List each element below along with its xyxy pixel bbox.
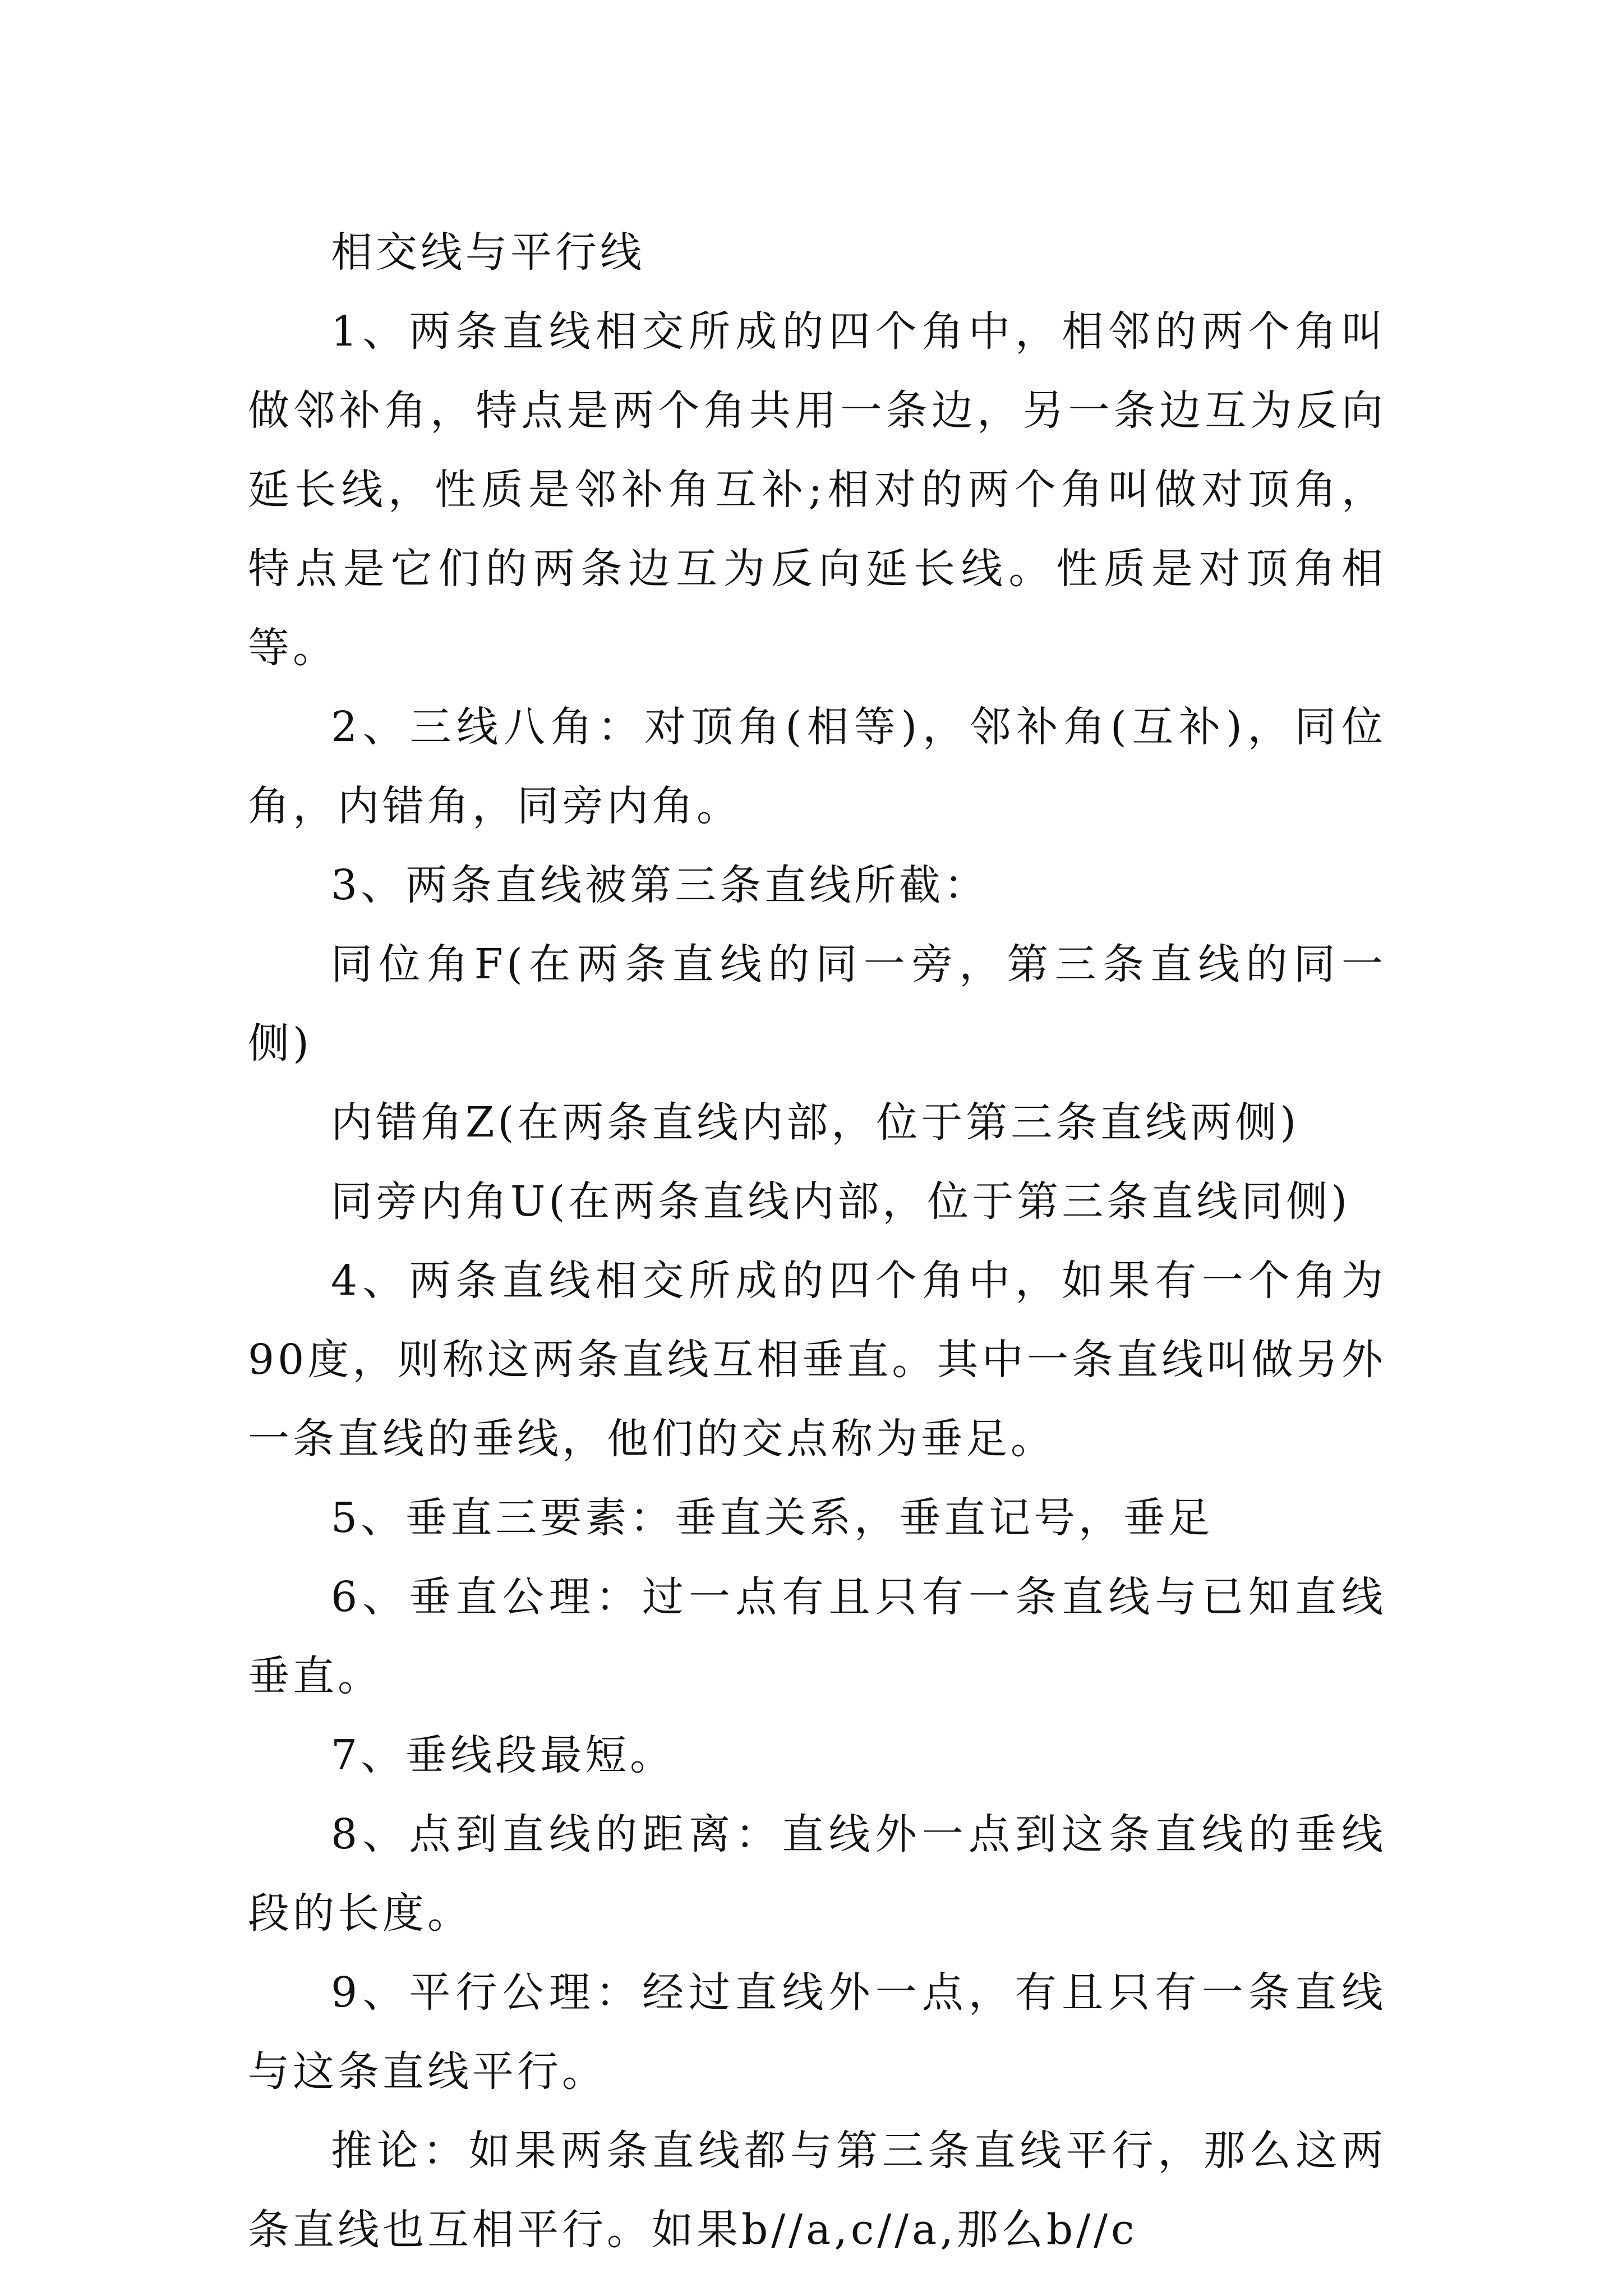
paragraph-5: 5、垂直三要素：垂直关系，垂直记号，垂足 xyxy=(331,1494,1214,1542)
paragraph-8: 8、点到直线的距离：直线外一点到这条直线的垂线段的长度。 xyxy=(248,1810,1386,1938)
paragraph-corollary: 推论：如果两条直线都与第三条直线平行，那么这两条直线也互相平行。如果b//a,c//a,那么b//c xyxy=(248,2127,1386,2254)
paragraph-4: 4、两条直线相交所成的四个角中，如果有一个角为90度，则称这两条直线互相垂直。其中一条直线叫做另外一条直线的垂线，他们的交点称为垂足。 xyxy=(248,1257,1386,1463)
paragraph-3-corresponding-angles: 同位角F(在两条直线的同一旁，第三条直线的同一侧) xyxy=(248,940,1386,1068)
paragraph-3: 3、两条直线被第三条直线所截： xyxy=(331,861,989,909)
paragraph-3-alternate-angles: 内错角Z(在两条直线内部，位于第三条直线两侧) xyxy=(331,1098,1300,1147)
paragraph-6: 6、垂直公理：过一点有且只有一条直线与已知直线垂直。 xyxy=(248,1573,1386,1700)
paragraph-7: 7、垂线段最短。 xyxy=(331,1731,675,1779)
document-title: 相交线与平行线 xyxy=(331,228,645,277)
document-body xyxy=(248,213,1386,2270)
paragraph-9: 9、平行公理：经过直线外一点，有且只有一条直线与这条直线平行。 xyxy=(248,1968,1386,2096)
paragraph-3-same-side-angles: 同旁内角U(在两条直线内部，位于第三条直线同侧) xyxy=(331,1177,1351,1226)
paragraph-2: 2、三线八角：对顶角(相等)，邻补角(互补)，同位角，内错角，同旁内角。 xyxy=(248,703,1386,830)
paragraph-1: 1、两条直线相交所成的四个角中，相邻的两个角叫做邻补角，特点是两个角共用一条边，另一条边互为反向延长线，性质是邻补角互补;相对的两个角叫做对顶角，特点是它们的两条边互为反向延长线。性质是对顶角相等。 xyxy=(248,307,1386,672)
